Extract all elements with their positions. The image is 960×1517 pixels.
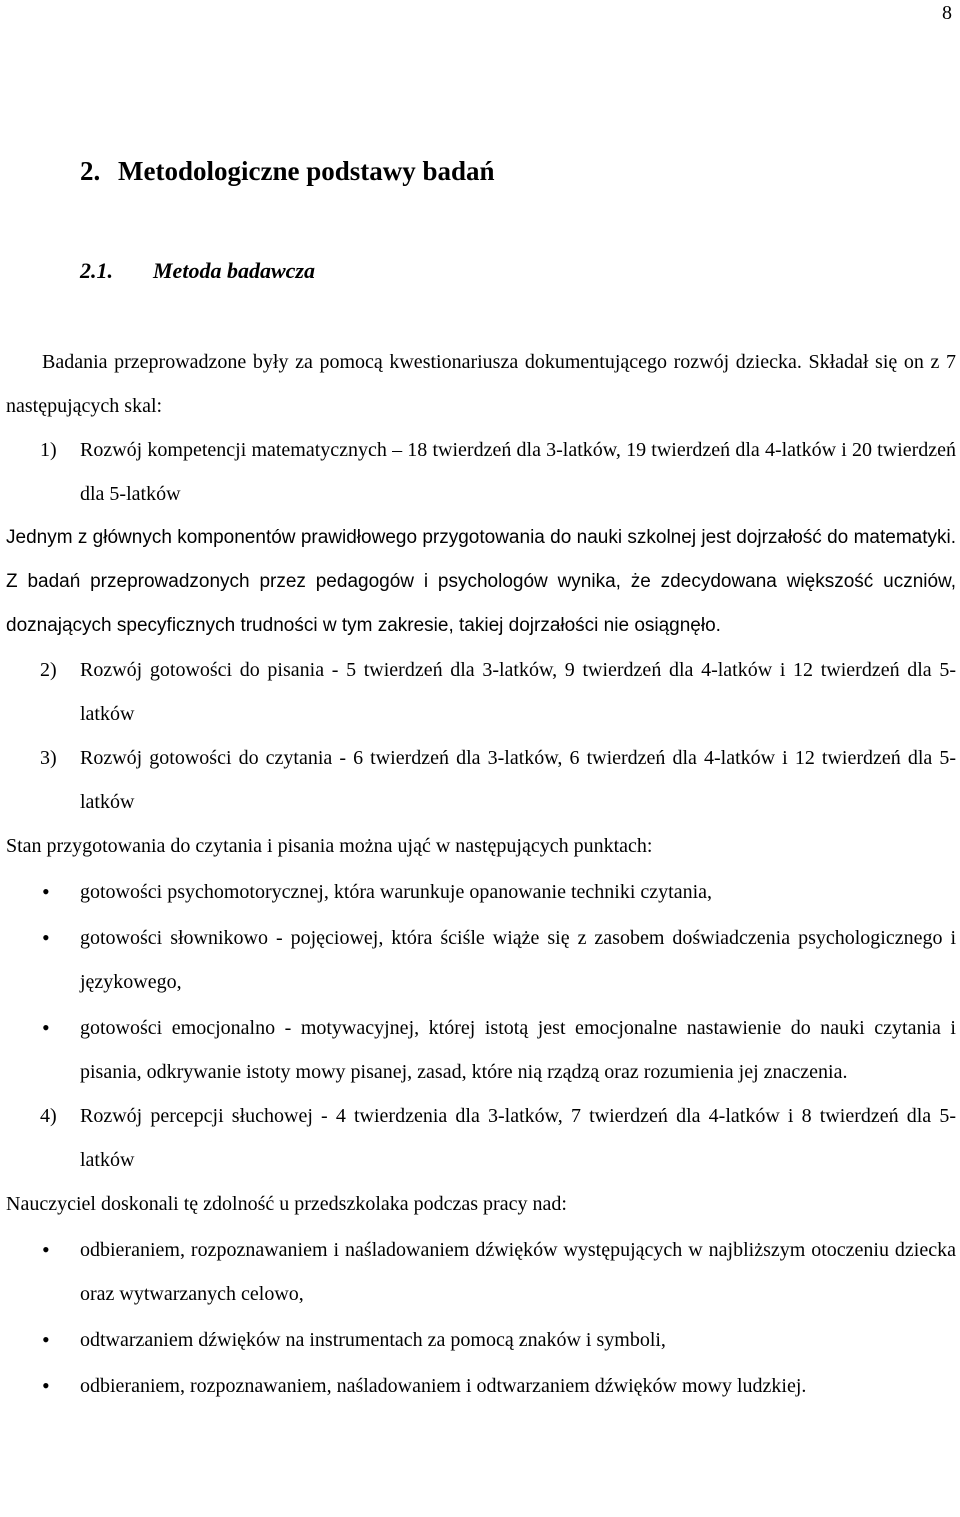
teacher-bullet-2 [42,1318,956,1362]
bullet-icon: • [42,1237,50,1262]
scale-text: Rozwój percepcji słuchowej - 4 twierdzenia dla 3-latków, 7 twierdzeń dla 4-latków i 8 twierdzeń dla 5-latków [80,1105,956,1171]
section-number: 2. [80,156,101,186]
subsection-title: Metoda badawcza [153,258,315,283]
scale-text: Rozwój gotowości do czytania - 6 twierdzeń dla 3-latków, 6 twierdzeń dla 4-latków i 12 twierdzeń dla 5-latków [80,747,956,813]
bullet-icon: • [42,879,50,904]
scale-item-4 [40,1094,956,1182]
subsection-heading [80,258,315,284]
scale-text: Rozwój gotowości do pisania - 5 twierdzeń dla 3-latków, 9 twierdzeń dla 4-latków i 12 twierdzeń dla 5-latków [80,659,956,725]
readiness-bullet-2 [42,916,956,1004]
bullet-icon: • [42,925,50,950]
readiness-bullet-3 [42,1006,956,1094]
subsection-number: 2.1. [80,258,113,283]
scale-item-3 [40,736,956,824]
math-paragraph: Jednym z głównych komponentów prawidłowego przygotowania do nauki szkolnej jest dojrzałość do matematyki. Z badań przeprowadzonych przez pedagogów i psychologów wynika, że zdecydowana większość uczniów, doznających specyficznych trudności w tym zakresie, takiej dojrzałości nie osiągnęło. [6,527,956,636]
teacher-paragraph: Nauczyciel doskonali tę zdolność u przedszkolaka podczas pracy nad: [6,1193,567,1215]
scale-marker: 2) [40,659,57,681]
intro-paragraph: Badania przeprowadzone były za pomocą kwestionariusza dokumentującego rozwój dziecka. Składał się on z 7 następujących skal: [6,351,956,417]
readiness-paragraph: Stan przygotowania do czytania i pisania można ująć w następujących punktach: [6,835,653,857]
scale-marker: 4) [40,1105,57,1127]
bullet-text: gotowości psychomotorycznej, która warunkuje opanowanie techniki czytania, [80,881,713,903]
bullet-text: gotowości słownikowo - pojęciowej, która ściśle wiąże się z zasobem doświadczenia psychologicznego i językowego, [80,927,956,993]
page-number: 8 [942,2,952,24]
readiness-bullet-1 [42,870,956,914]
document-body [6,340,956,1408]
bullet-text: odtwarzaniem dźwięków na instrumentach za pomocą znaków i symboli, [80,1329,666,1351]
scale-text: Rozwój kompetencji matematycznych – 18 twierdzeń dla 3-latków, 19 twierdzeń dla 4-latków i 20 twierdzeń dla 5-latków [80,439,956,505]
section-heading [80,156,495,187]
bullet-text: odbieraniem, rozpoznawaniem, naśladowaniem i odtwarzaniem dźwięków mowy ludzkiej. [80,1375,807,1397]
bullet-text: odbieraniem, rozpoznawaniem i naśladowaniem dźwięków występujących w najbliższym otoczeniu dziecka oraz wytwarzanych celowo, [80,1239,956,1305]
bullet-text: gotowości emocjonalno - motywacyjnej, której istotą jest emocjonalne nastawienie do nauki czytania i pisania, odkrywanie istoty mowy pisanej, zasad, które nią rządzą oraz rozumienia jej znaczenia. [80,1017,956,1083]
scale-item-2 [40,648,956,736]
bullet-icon: • [42,1015,50,1040]
scale-marker: 3) [40,747,57,769]
bullet-icon: • [42,1327,50,1352]
bullet-icon: • [42,1373,50,1398]
scale-marker: 1) [40,439,57,461]
section-title: Metodologiczne podstawy badań [118,156,495,186]
teacher-bullet-1 [42,1228,956,1316]
scale-item-1 [40,428,956,516]
teacher-bullet-3 [42,1364,956,1408]
